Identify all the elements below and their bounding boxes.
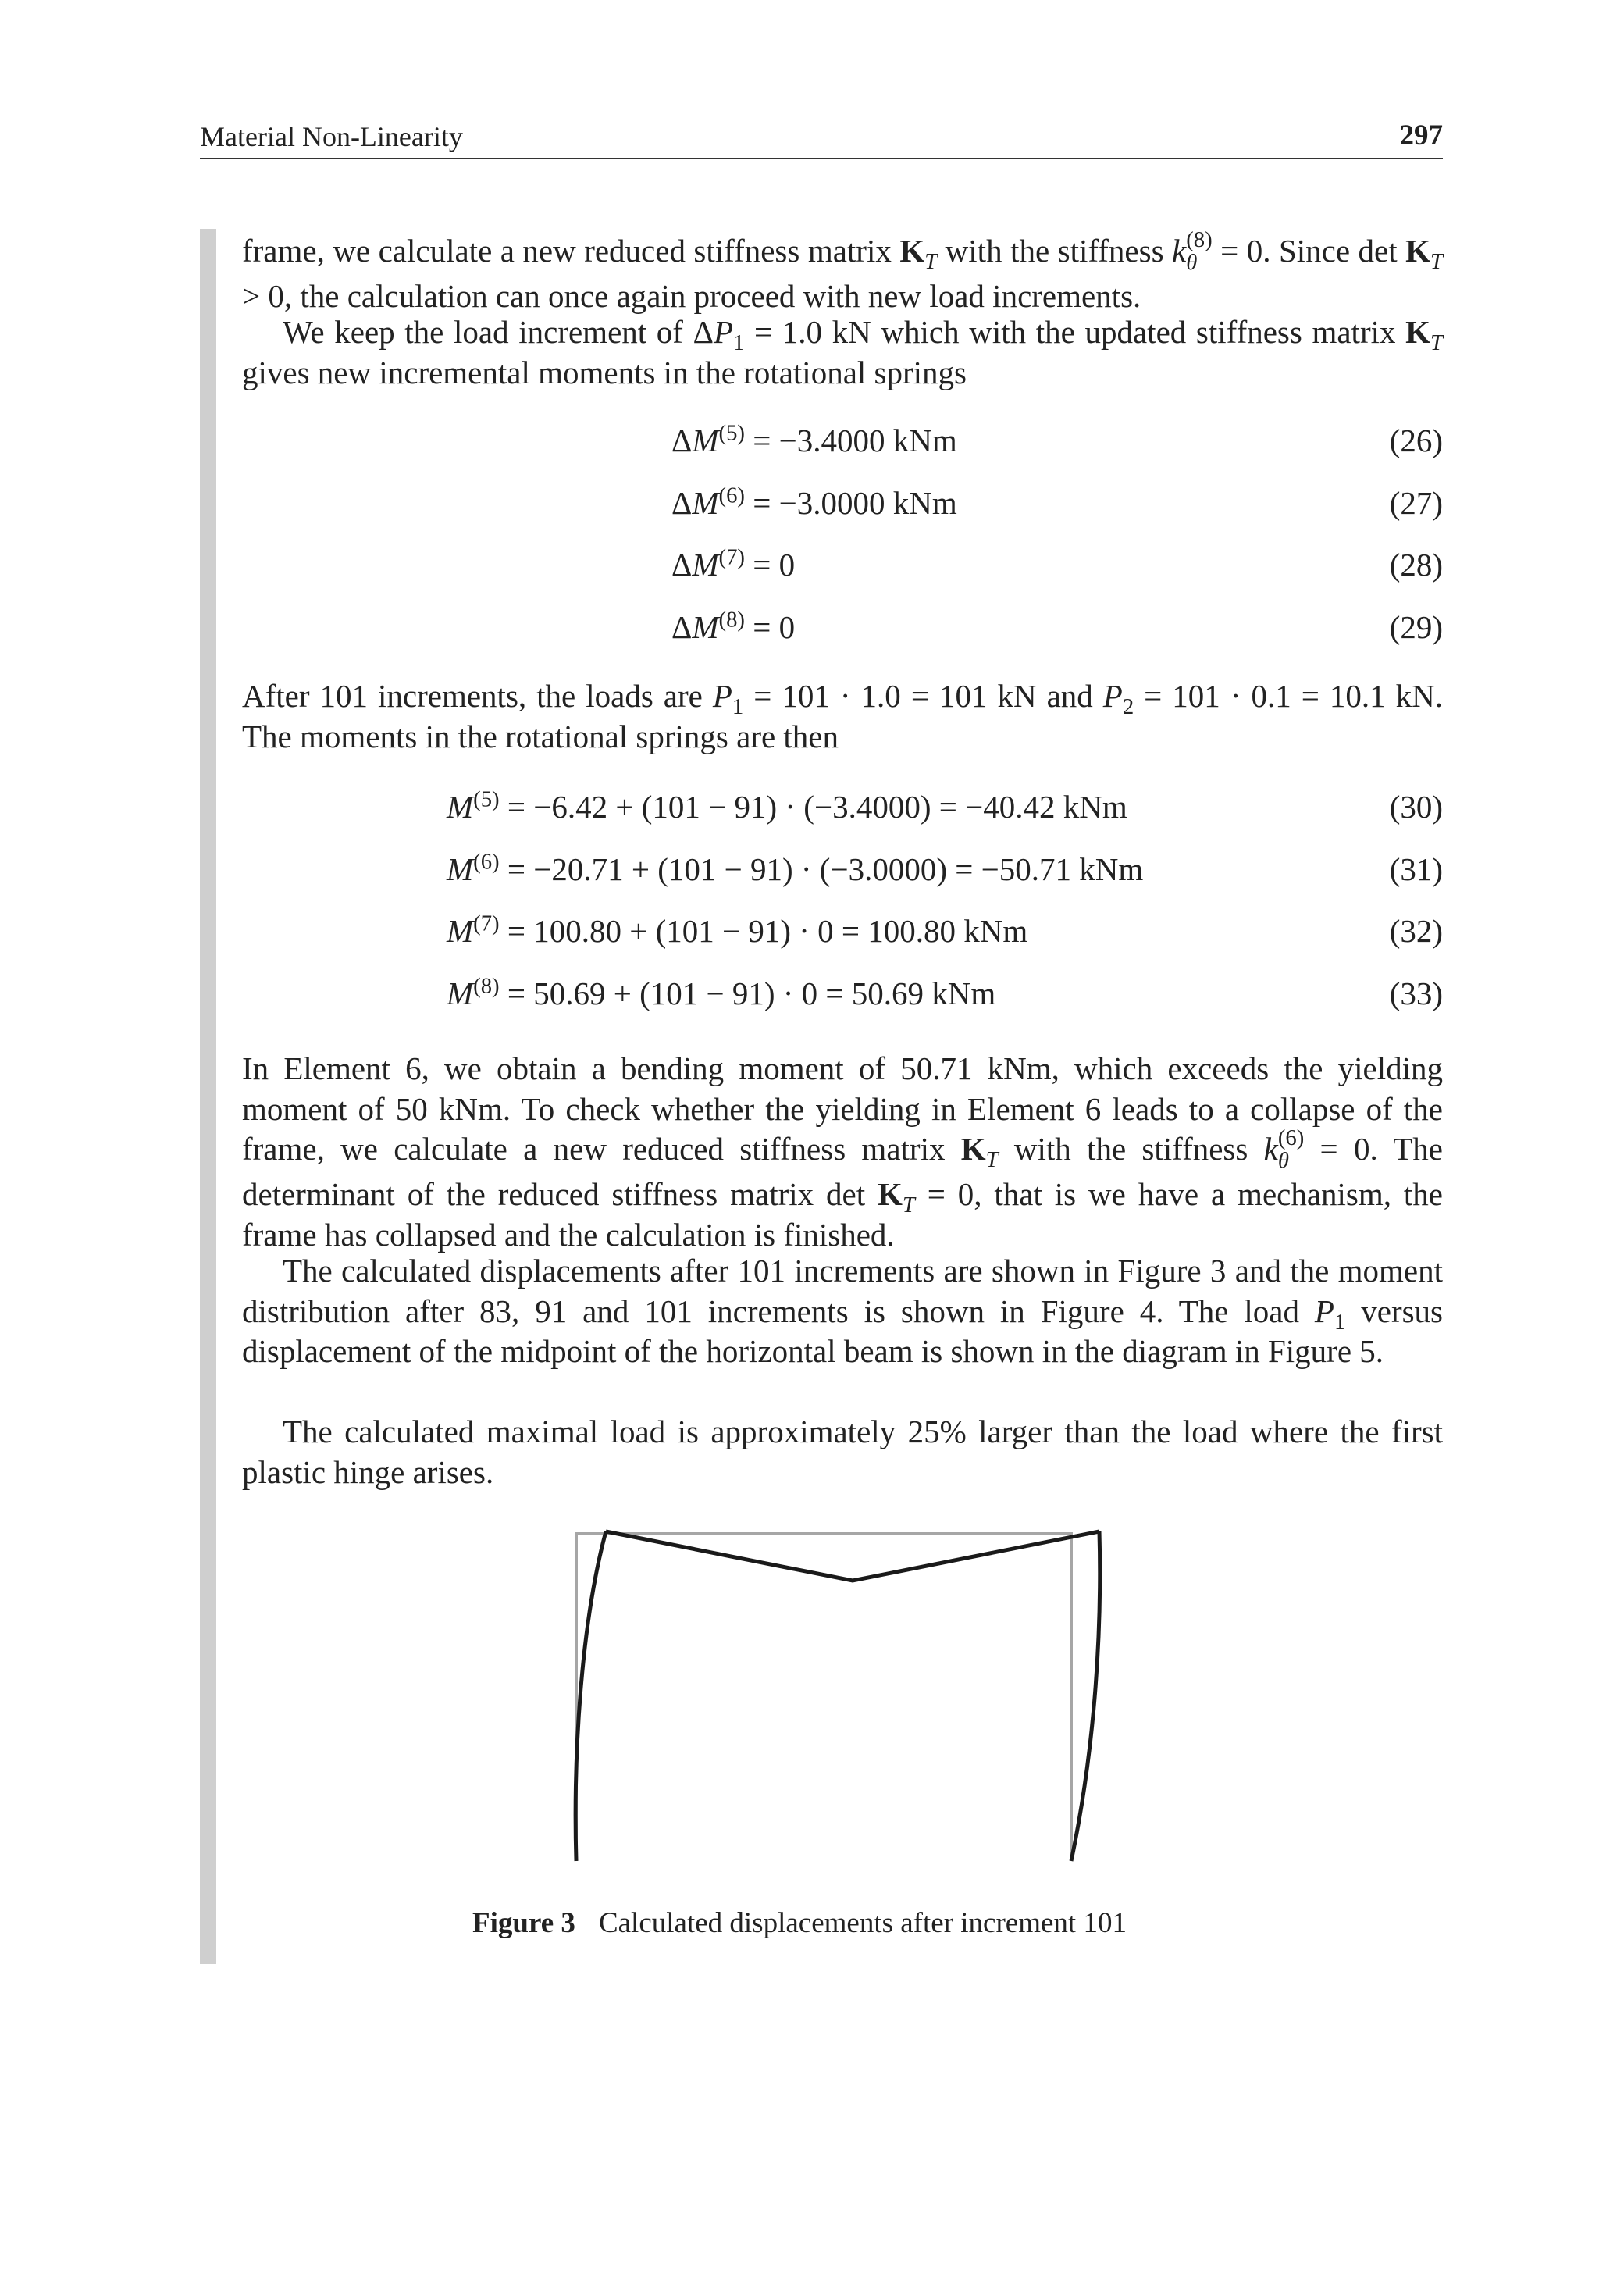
- paragraph-4: In Element 6, we obtain a bending moment of 50.71 kNm, which exceeds the yielding moment of 50 kNm. To check whether the yielding in Element 6 leads to a collapse of the frame, we calculate a new reduced stiffness matrix $K_T$ with the stiffness k (6) θ = 0. The determinant of the reduced stiffness matrix $\det K_T = 0$, that is we have a mechanism, the frame has collapsed and the calculation is finished.: [242, 1050, 1443, 1253]
- paragraph-3: After 101 increments, the loads are $P_1 = 101 \cdot 1.0 = 101$ kN and $P_2 = 101 \cdot 0.1 = 10.1$ kN. The moments in the rotational springs are then: [242, 678, 1443, 754]
- equation-28: $\Delta M^{(7)} = 0$ (28): [242, 544, 1443, 585]
- paragraph-5: The calculated displacements after 101 increments are shown in Figure 3 and the moment distribution after 83, 91 and 101 increments is shown in Figure 4. The load $P_1$ versus displacement of the midpoint of the horizontal beam is shown in the diagram in Figure 5.: [242, 1253, 1444, 1369]
- equation-number: (31): [1389, 851, 1443, 887]
- equation-33: $M^{(8)} = 50.69 + (101 - 91) \cdot 0 = 50.69$ kNm (33): [242, 973, 1443, 1014]
- equation-number: (28): [1389, 547, 1443, 583]
- paragraph-1: frame, we calculate a new reduced stiffness matrix $K_T$ with the stiffness k (8) θ = 0. Since $\det K_T > 0$, the calculation can once again proceed with new load increments.: [242, 226, 1443, 315]
- equation-number: (26): [1389, 422, 1443, 458]
- equation-number: (32): [1389, 913, 1443, 949]
- paragraph-6: The calculated maximal load is approximately 25% larger than the load where the first plastic hinge arises.: [242, 1414, 1443, 1490]
- deformed-frame: [575, 1531, 1100, 1861]
- figure-caption-text: Calculated displacements after increment 101: [598, 1907, 1127, 1939]
- equation-number: (33): [1389, 975, 1443, 1011]
- equation-27: $\Delta M^{(6)} = -3.0000$ kNm (27): [242, 483, 1443, 523]
- equation-number: (27): [1389, 485, 1443, 521]
- figure-caption: [0, 1906, 1599, 1940]
- equation-30: $M^{(5)} = -6.42 + (101 - 91) \cdot (-3.4000) = -40.42$ kNm (30): [242, 786, 1443, 827]
- equation-26: $\Delta M^{(5)} = -3.4000$ kNm (26): [242, 420, 1443, 461]
- paragraph-2: We keep the load increment of $\Delta P_1 = 1.0$ kN which with the updated stiffness matrix $K_T$ gives new incremental moments in the rotational springs: [242, 314, 1444, 390]
- page-number: 297: [1399, 119, 1443, 152]
- equation-31: $M^{(6)} = -20.71 + (101 - 91) \cdot (-3.0000) = -50.71$ kNm (31): [242, 849, 1443, 890]
- equation-number: (30): [1389, 789, 1443, 825]
- equation-32: $M^{(7)} = 100.80 + (101 - 91) \cdot 0 = 100.80$ kNm (32): [242, 911, 1443, 951]
- undeformed-frame: [576, 1534, 1071, 1860]
- figure-label: Figure 3: [472, 1907, 575, 1939]
- equation-number: (29): [1389, 609, 1443, 645]
- equation-29: $\Delta M^{(8)} = 0$ (29): [242, 607, 1443, 647]
- running-title: Material Non-Linearity: [200, 121, 463, 152]
